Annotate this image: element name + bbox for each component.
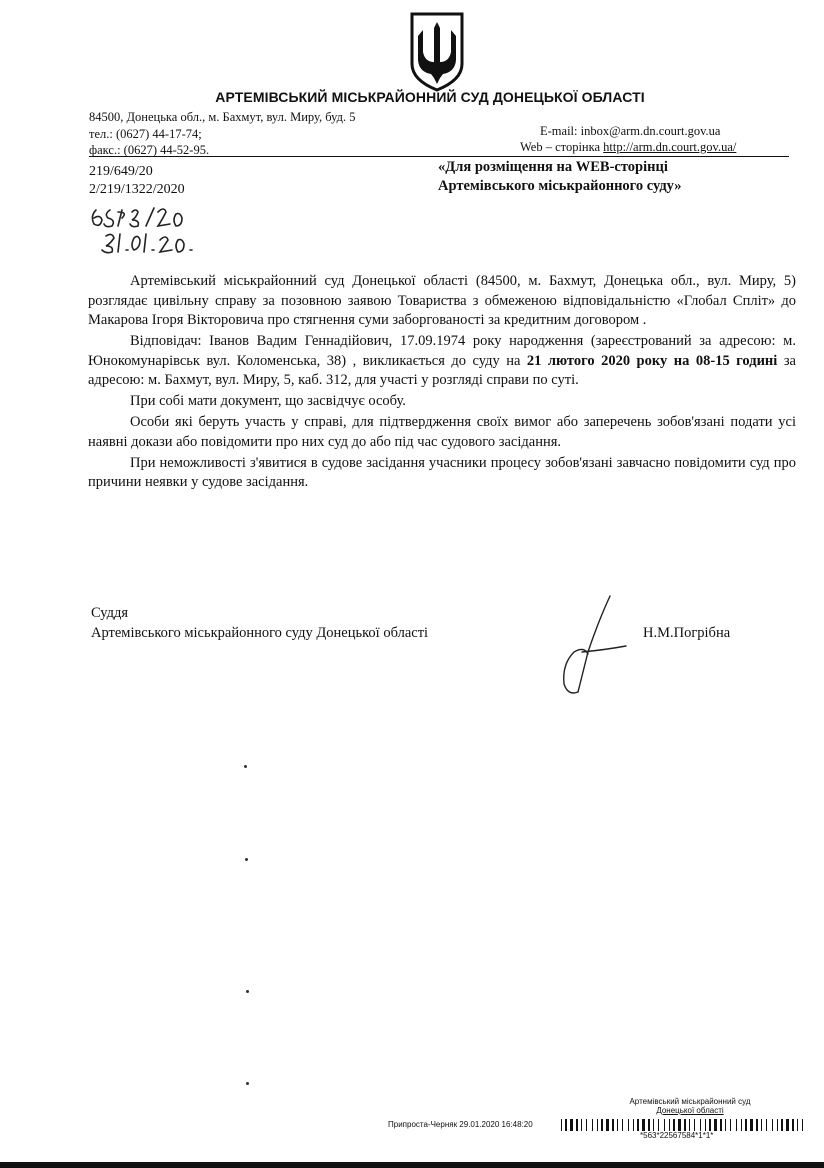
court-web-label: Web – сторінка (520, 140, 604, 154)
id-document-paragraph: При собі мати документ, що засвідчує особу. (130, 393, 406, 409)
court-title: АРТЕМІВСЬКИЙ МІСЬКРАЙОННИЙ СУД ДОНЕЦЬКОЇ ОБЛАСТІ (215, 89, 645, 105)
summons-text-end: за адресою: м. Бахмут, вул. Миру, 5, каб. 312, для участі у розгляді справи по суті. (88, 352, 796, 388)
barcode-bar (678, 1119, 681, 1131)
scan-speck (246, 1082, 249, 1085)
barcode-bar (653, 1119, 654, 1131)
judge-title: Суддя (91, 605, 129, 621)
barcode (561, 1119, 803, 1131)
barcode-bar (617, 1119, 618, 1131)
barcode-bar (612, 1119, 614, 1131)
barcode-bar (592, 1119, 593, 1131)
barcode-bar (637, 1119, 639, 1131)
scan-speck (246, 990, 249, 993)
barcode-bar (664, 1119, 665, 1131)
barcode-bar (669, 1119, 670, 1131)
document-body (88, 272, 796, 494)
barcode-bar (756, 1119, 758, 1131)
barcode-bar (606, 1119, 609, 1131)
barcode-bar (786, 1119, 789, 1131)
barcode-bar (725, 1119, 726, 1131)
judge-name: Н.М.Погрібна (643, 625, 731, 641)
barcode-bar (648, 1119, 650, 1131)
court-email: E-mail: inbox@arm.dn.court.gov.ua (540, 124, 721, 138)
barcode-bar (570, 1119, 573, 1131)
barcode-bar (766, 1119, 767, 1131)
handwritten-registration-note (88, 200, 208, 260)
evidence-paragraph: Особи які беруть участь у справі, для підтвердження своїх вимог або заперечень зобов'язані подати усі наявні докази або повідомити про них суд до або під час судового засідання. (88, 414, 796, 450)
hearing-datetime: 21 лютого 2020 року на 08-15 годині (526, 352, 778, 369)
scan-bottom-edge (0, 1162, 824, 1168)
barcode-bar (705, 1119, 706, 1131)
barcode-bar (772, 1119, 773, 1131)
barcode-bar (633, 1119, 634, 1131)
barcode-bar (736, 1119, 737, 1131)
barcode-bar (673, 1119, 675, 1131)
barcode-bar (658, 1119, 659, 1131)
barcode-bar (565, 1119, 567, 1131)
barcode-bar (730, 1119, 731, 1131)
proceeding-number: 2/219/1322/2020 (89, 182, 185, 197)
court-phone: тел.: (0627) 44-17-74; (89, 127, 202, 141)
summons-paragraph (88, 332, 796, 391)
barcode-bar (797, 1119, 798, 1131)
barcode-bar (597, 1119, 598, 1131)
web-note-line-1: «Для розміщення на WEB-сторінці (438, 159, 668, 175)
barcode-bar (581, 1119, 582, 1131)
judge-signature (548, 592, 638, 702)
stamp-court-line-2: Донецької області (656, 1106, 724, 1115)
web-publication-note (438, 158, 682, 196)
barcode-bar (720, 1119, 722, 1131)
case-description-paragraph: Артемівський міськрайонний суд Донецької області (84500, м. Бахмут, Донецька обл., вул. Миру, 5) розглядає цивільну справу за позовною заявою Товариства з обмеженою відповідальністю «Глобал Спліт» до Макарова Ігоря Вікторовича про стягнення суми заборгованості за кредитним договором . (88, 273, 796, 328)
barcode-text: *563*22567584*1*1* (640, 1131, 714, 1140)
barcode-bar (781, 1119, 783, 1131)
court-address: 84500, Донецька обл., м. Бахмут, вул. Миру, буд. 5 (89, 110, 356, 124)
barcode-bar (750, 1119, 753, 1131)
barcode-bar (714, 1119, 717, 1131)
barcode-bar (741, 1119, 742, 1131)
barcode-bar (684, 1119, 686, 1131)
barcode-bar (642, 1119, 645, 1131)
barcode-bar (761, 1119, 762, 1131)
case-number: 219/649/20 (89, 164, 153, 179)
judge-court: Артемівського міськрайонного суду Донецької області (91, 625, 429, 641)
web-note-line-2: Артемівського міськрайонного суду» (438, 178, 682, 194)
summons-text-start: Відповідач: Іванов Вадим Геннадійович, 17.09.1974 року народження (зареєстрований за адресою: м. Юнокомунарівськ вул. Коломенська, 38) , викликається до суду на (88, 333, 796, 369)
coat-of-arms-icon (409, 12, 465, 92)
court-web-link[interactable]: http://arm.dn.court.gov.ua/ (603, 140, 737, 154)
barcode-bar (576, 1119, 578, 1131)
stamp-court-line-1: Артемівський міськрайонний суд (629, 1097, 751, 1106)
barcode-bar (802, 1119, 803, 1131)
barcode-bar (601, 1119, 603, 1131)
court-web (520, 139, 736, 155)
barcode-bar (709, 1119, 711, 1131)
barcode-bar (561, 1119, 562, 1131)
absence-notice-paragraph: При неможливості з'явитися в судове засідання учасники процесу зобов'язані завчасно повідомити суд про причини неявки у судове засідання. (88, 454, 796, 490)
barcode-bar (694, 1119, 695, 1131)
barcode-bar (622, 1119, 623, 1131)
barcode-bar (745, 1119, 747, 1131)
court-registration-stamp (600, 1097, 780, 1115)
barcode-bar (628, 1119, 629, 1131)
barcode-bar (792, 1119, 794, 1131)
barcode-bar (777, 1119, 778, 1131)
barcode-bar (700, 1119, 701, 1131)
scan-speck (245, 858, 248, 861)
court-fax-text: факс.: (0627) 44-52-95. (89, 143, 210, 157)
scan-speck (244, 765, 247, 768)
barcode-bar (689, 1119, 690, 1131)
registration-info: Припроста-Черняк 29.01.2020 16:48:20 (388, 1120, 533, 1129)
barcode-bar (586, 1119, 587, 1131)
